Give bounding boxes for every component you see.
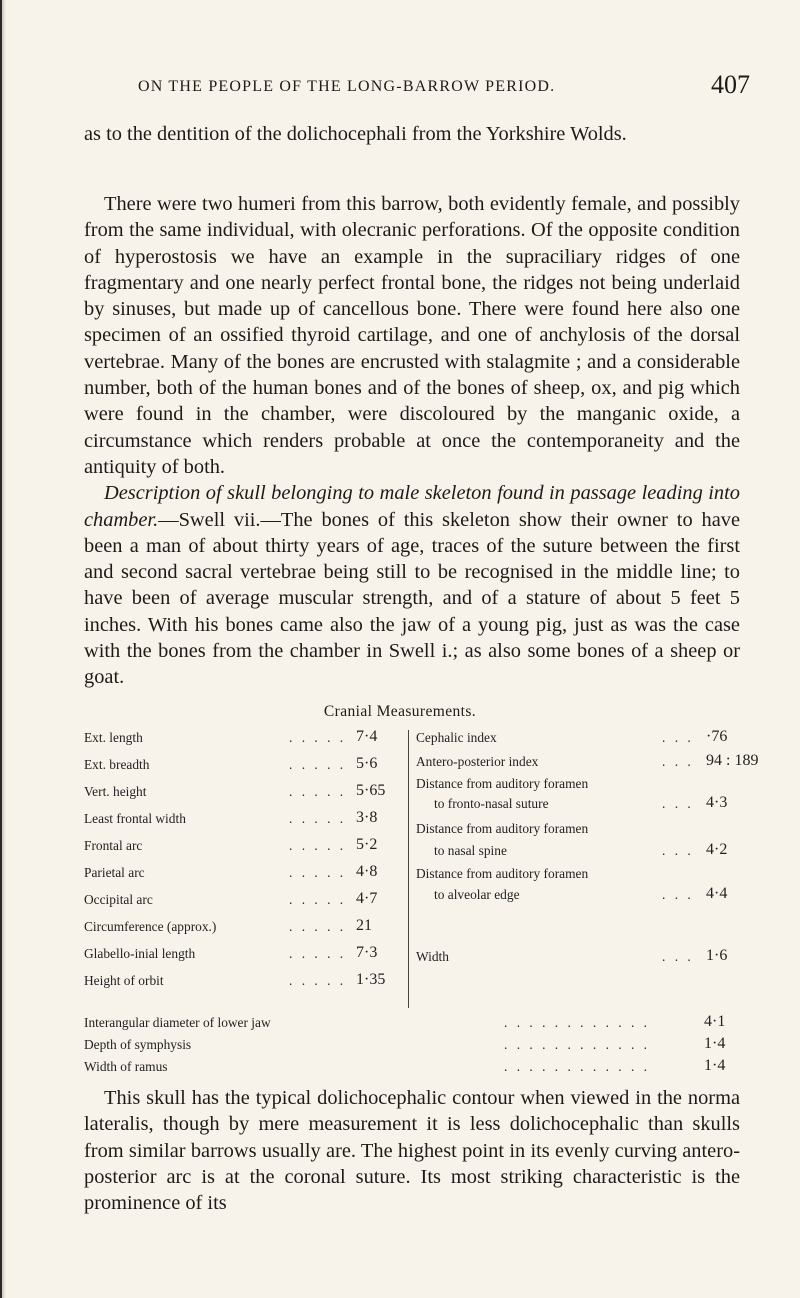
measurement-label: Parietal arc bbox=[84, 865, 145, 880]
paragraph-block bbox=[84, 191, 740, 691]
measurement-value: 4·2 bbox=[706, 841, 728, 858]
measurement-label: to nasal spine bbox=[434, 843, 507, 858]
table-title: Cranial Measurements. bbox=[323, 703, 477, 720]
measurement-value: 7·3 bbox=[356, 944, 378, 961]
measurement-value: 3·8 bbox=[356, 809, 378, 826]
measurement-row bbox=[416, 949, 746, 969]
leader-dots: . . . . . bbox=[289, 919, 347, 934]
paragraph-2: There were two humeri from this barrow, both evidently female, and possibly from the same individual, with olecranic perforations. Of the opposite condition of hyperostosis we have an example in the supraciliary ridges of one fragmentary and one nearly perfect frontal bone, the ridges not being underlaid by sinuses, but made up of cancellous bone. There were found here also one specimen of an ossified thyroid cartilage, and one of anchylosis of the dorsal vertebrae. Many of the bones are encrusted with stalagmite ; and a considerable number, both of the human bones and of the bones of sheep, ox, and pig which were found in the chamber, were discoloured by the manganic oxide, a circumstance which renders probable at once the contemporaneity and the antiquity of both. bbox=[84, 193, 740, 478]
running-header bbox=[138, 70, 750, 106]
leader-dots: . . . . . . . . . . . . bbox=[504, 1015, 650, 1030]
measurement-value: 5·65 bbox=[356, 782, 386, 799]
page-number: 407 bbox=[711, 70, 750, 99]
measurement-value: 94 : 189 bbox=[706, 752, 759, 769]
leader-dots: . . . . . bbox=[289, 946, 347, 961]
paragraph-3 bbox=[84, 480, 740, 690]
leader-dots: . . . . . . . . . . . . bbox=[504, 1059, 650, 1074]
column-divider bbox=[408, 730, 409, 1008]
measurement-value: 5·2 bbox=[356, 836, 378, 853]
leader-dots: . . . bbox=[662, 887, 694, 902]
measurement-value: 5·6 bbox=[356, 755, 378, 772]
measurement-label: Interangular diameter of lower jaw bbox=[84, 1015, 271, 1030]
measurement-row bbox=[84, 757, 402, 777]
measurement-label: Cephalic index bbox=[416, 730, 497, 745]
measurement-row bbox=[416, 843, 746, 863]
description-body: —Swell vii.—The bones of this skeleton show their owner to have been a man of about thirty years of age, traces of the suture between the first and second sacral vertebrae being still to be recognised in the middle line; to have been of average muscular strength, and of a stature of about 5 feet 5 inches. With his bones came also the jaw of a young pig, just as was the case with the bones from the chamber in Swell i.; as also some bones of a sheep or goat. bbox=[84, 508, 740, 689]
leader-dots: . . . bbox=[662, 843, 694, 858]
measurement-row bbox=[416, 821, 746, 841]
measurement-label: Width bbox=[416, 949, 449, 964]
measurement-label: Antero-posterior index bbox=[416, 754, 539, 769]
leader-dots: . . . bbox=[662, 730, 694, 745]
measurement-label: Ext. length bbox=[84, 730, 143, 745]
leader-dots: . . . . . . . . . . . . bbox=[504, 1037, 650, 1052]
measurement-label: to fronto-nasal suture bbox=[434, 796, 549, 811]
leader-dots: . . . . . bbox=[289, 730, 347, 745]
measurement-row bbox=[416, 730, 746, 750]
leader-dots: . . . . . bbox=[289, 865, 347, 880]
measurement-label: Ext. breadth bbox=[84, 757, 150, 772]
measurement-value: 4·8 bbox=[356, 863, 378, 880]
measurement-row bbox=[416, 912, 746, 932]
measurement-row bbox=[84, 946, 402, 966]
measurements-right-column bbox=[416, 728, 759, 1020]
measurement-row bbox=[416, 866, 746, 886]
leader-dots: . . . . . bbox=[289, 757, 347, 772]
leader-dots: . . . . . bbox=[289, 838, 347, 853]
measurement-row bbox=[84, 919, 402, 939]
measurement-value: 4·7 bbox=[356, 890, 378, 907]
measurement-label: Width of ramus bbox=[84, 1059, 168, 1074]
leader-dots: . . . bbox=[662, 949, 694, 964]
leader-dots: . . . . . bbox=[289, 784, 347, 799]
leader-dots: . . . bbox=[662, 754, 694, 769]
paragraph-4: This skull has the typical dolichocephalic contour when viewed in the norma lateralis, though by mere measurement it is less dolichocephalic than skulls from similar barrows usually are. The highest point in its evenly curving antero-posterior arc is at the coronal suture. Its most striking characteristic is the prominence of its bbox=[84, 1087, 740, 1215]
measurement-label: to alveolar edge bbox=[434, 887, 520, 902]
measurement-value: 1·4 bbox=[704, 1035, 726, 1052]
leader-dots: . . . . . bbox=[289, 973, 347, 988]
paragraph-continued bbox=[84, 121, 740, 147]
measurement-row bbox=[416, 796, 746, 816]
measurement-label: Circumference (approx.) bbox=[84, 919, 217, 934]
measurement-label: Distance from auditory foramen bbox=[416, 866, 589, 881]
description-heading: Description of skull belonging to male skeleton found in passage leading into chamber. bbox=[84, 482, 740, 531]
measurement-row bbox=[84, 1059, 746, 1079]
measurement-row bbox=[416, 887, 746, 907]
closing-paragraph-block bbox=[84, 1085, 740, 1216]
measurement-row bbox=[84, 811, 402, 831]
measurement-label: Glabello-inial length bbox=[84, 946, 196, 961]
measurement-row bbox=[84, 1037, 746, 1057]
measurement-row bbox=[84, 784, 402, 804]
measurement-row bbox=[84, 730, 402, 750]
running-title: ON THE PEOPLE OF THE LONG-BARROW PERIOD. bbox=[138, 78, 556, 95]
measurements-left-column bbox=[84, 730, 402, 1020]
measurement-row bbox=[416, 776, 746, 796]
measurement-label: Frontal arc bbox=[84, 838, 143, 853]
measurement-label: Least frontal width bbox=[84, 811, 186, 826]
measurements-bottom-rows bbox=[84, 1015, 746, 1085]
measurement-label: Height of orbit bbox=[84, 973, 164, 988]
measurement-value: 4·1 bbox=[704, 1013, 726, 1030]
leader-dots: . . . . . bbox=[289, 892, 347, 907]
paragraph-1: as to the dentition of the dolichocephali from the Yorkshire Wolds. bbox=[84, 123, 627, 145]
page-edge bbox=[0, 0, 6, 1298]
measurement-row bbox=[84, 973, 402, 993]
measurement-label: Depth of symphysis bbox=[84, 1037, 192, 1052]
measurement-value: ·76 bbox=[706, 728, 728, 745]
measurement-label: Distance from auditory foramen bbox=[416, 776, 589, 791]
measurement-value: 21 bbox=[356, 917, 372, 934]
measurement-row bbox=[84, 892, 402, 912]
measurement-row bbox=[84, 865, 402, 885]
measurement-row bbox=[416, 752, 759, 774]
measurement-row bbox=[84, 838, 402, 858]
measurement-label: Distance from auditory foramen bbox=[416, 821, 589, 836]
leader-dots: . . . bbox=[662, 796, 694, 811]
measurement-row bbox=[84, 1015, 746, 1035]
measurement-value: 1·35 bbox=[356, 971, 386, 988]
measurement-value: 4·4 bbox=[706, 885, 728, 902]
measurement-label: Vert. height bbox=[84, 784, 147, 799]
measurement-value: 7·4 bbox=[356, 728, 378, 745]
leader-dots: . . . . . bbox=[289, 811, 347, 826]
measurement-label: Occipital arc bbox=[84, 892, 153, 907]
measurement-value: 1·4 bbox=[704, 1057, 726, 1074]
measurement-value: 1·6 bbox=[706, 947, 728, 964]
measurement-value: 4·3 bbox=[706, 794, 728, 811]
